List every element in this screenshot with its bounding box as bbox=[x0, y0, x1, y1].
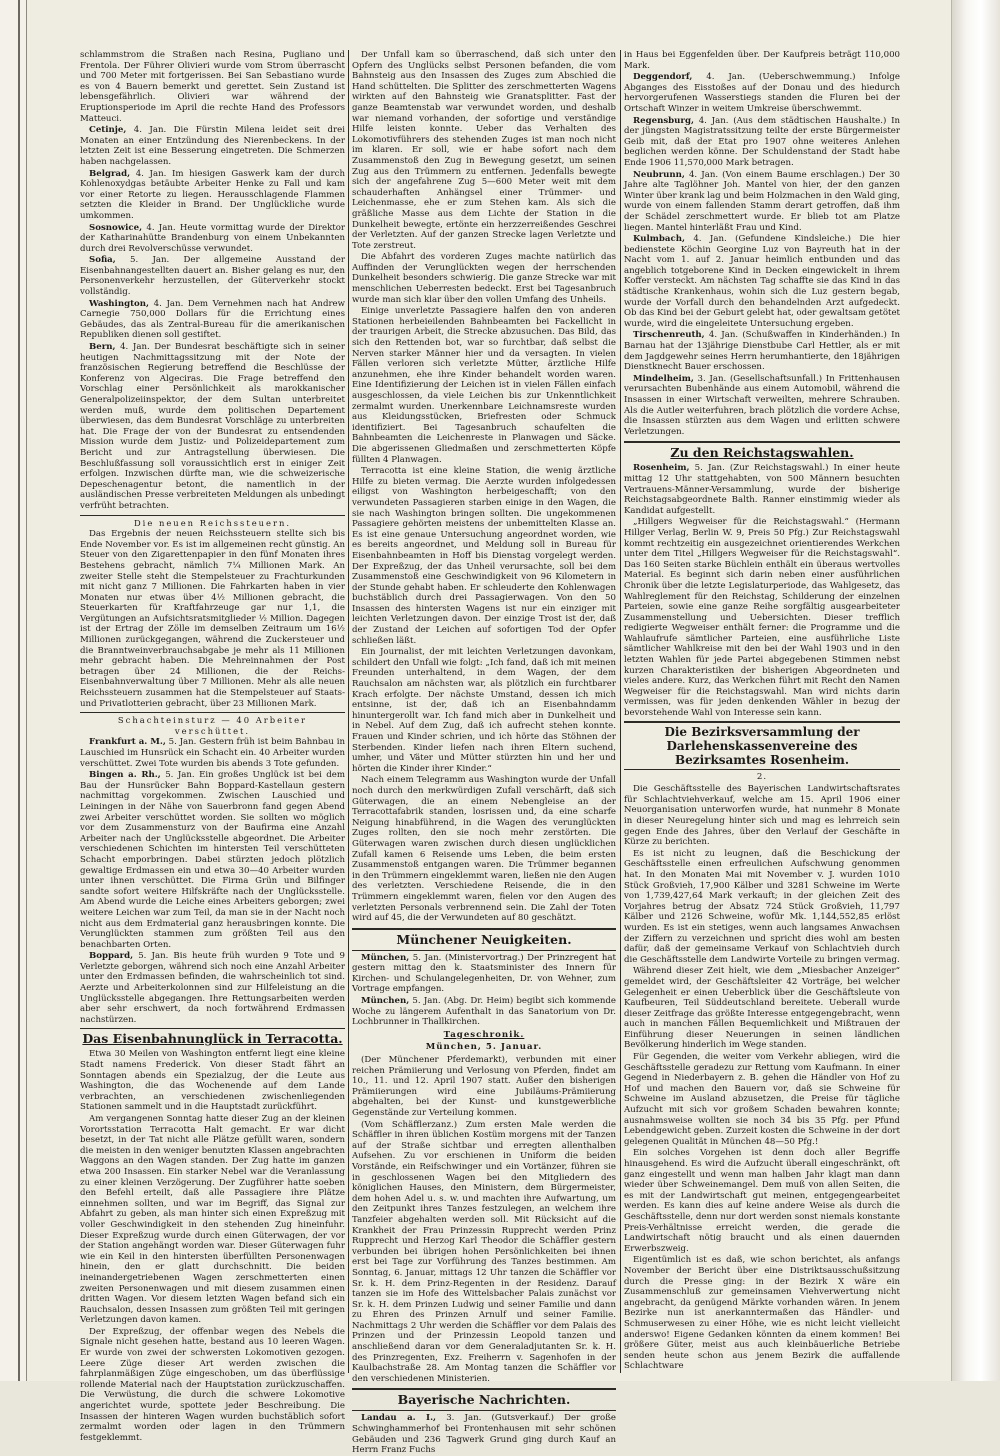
article-text: Die Abfahrt des vorderen Zuges machte natürlich das Auffinden der Verunglückten wegen der herrschenden Dunkelheit besonders schwierig. Die ganze Strecke war mit menschlichen Ueberresten bedeckt. Erst bei Tagesanbruch wurde man sich klar über den vollen Umfang des Unheils. bbox=[352, 252, 616, 305]
article-text: Die Geschäftsstelle des Bayerischen Landwirtschaftsrates für Schlachtviehverkauf, welche am 15. April 1906 einer Neuorganisation unterworfen wurde, hat nunmehr 8 Monate in dieser Neuregelung hinter sich und mag es lehrreich sein gegen Ende des Jahres, über den Verlauf der Geschäfte in Kürze zu berichten. bbox=[624, 784, 900, 848]
column-rule bbox=[348, 50, 349, 1373]
dateline: Regensburg, bbox=[633, 115, 694, 126]
article-text: (Der Münchener Pferdemarkt), verbunden mit einer reichen Prämiierung und Verlosung von Pferden, findet am 10., 11. und 12. April 1907 statt. Außer den bisherigen Prämiierungen wird eine Jubiläums-Prämiierung abgehalten, bei der Kunst- und kunstgewerbliche Gegenstände zur Verteilung kommen. bbox=[352, 1055, 616, 1118]
news-item: Frankfurt a. M., 5. Jan. Gestern früh ist beim Bahnbau in Lauschied im Hunsrück ein Schacht ein. 40 Arbeiter wurden verschüttet. Zwei Tote wurden bis abends 3 Tote gefunden. bbox=[80, 737, 346, 769]
previous-page-edge bbox=[0, 0, 27, 1381]
news-item: Kulmbach, 4. Jan. (Gefundene Kindsleiche.) Die hier bedienstete Köchin Georgine Luz von Bayreuth hat in der Nacht vom 1. auf 2. Januar heimlich entbunden und das angeblich totgeborene Kind in Decken eingewickelt in ihrem Koffer versteckt. Am nächsten Tag schaffte sie das Kind in das städtische Krankenhaus, wohin sich die Luz gestern begab, wurde der Vorfall durch den behandelnden Arzt aufgedeckt. Ob das Kind bei der Geburt gelebt hat, oder gewaltsam getötet wurde, wird die eingeleitete Untersuchung ergeben. bbox=[624, 234, 900, 329]
section-subtitle: Schachteinsturz — 40 Arbeiter verschüttet. bbox=[117, 715, 308, 736]
article-text: Am vergangenen Sonntag hatte dieser Zug an der kleinen Vorortsstation Terracotta Halt gemacht. Er war dicht besetzt, in der Tat nicht alle Plätze gefüllt waren, sondern die meisten in den weniger benutzten Klassen angebrachten Waggons an den Wagen standen. Der Zug hatte im ganzen etwa 200 Insassen. Ein starker Nebel war die Veranlassung zu einer kleinen Verzögerung. Der Zugführer hatte soeben den Befehl erteilt, daß alle Passagiere ihre Plätze einnehmen sollten, und war im Begriff, das Signal zur Abfahrt zu geben, als man hinter sich einen Expreßzug mit voller Geschwindigkeit in den stehenden Zug hineinfuhr. Dieser Expreßzug wurde durch einen Güterwagen, der vor der Station angehängt worden war. Dieser Güterwagen fuhr wie ein Keil in den hintersten überfüllten Personenwagen hinein, den er glatt durchschnitt. Die beiden ineinandergetriebenen Wagen zerschmetterten einen zweiten Personenwagen und mit diesem zusammen einen dritten Wagen. Vor diesem letzten Wagen befand sich ein Rauchsalon, dessen Insassen zum größten Teil mit geringen Verletzungen davon kamen. bbox=[80, 1114, 345, 1326]
article-text: Der Expreßzug, der offenbar wegen des Nebels die Signale nicht gesehen hatte, bestand aus 10 leeren Wagen. Er wurde von zwei der schwersten Lokomotiven gezogen. Leere Züge dieser Art werden zwischen die fahrplanmäßigen Züge eingeschoben, um das überflüssige rollende Material nach der Hauptstation zurückzuschaffen. Die Verwüstung, die durch die schwere Lokomotive angerichtet wurde, spottete jeder Beschreibung. Die Insassen der hinteren Wagen wurden buchstäblich sofort zermalmt worden oder lagen in den Trümmern festgeklemmt. bbox=[80, 1326, 345, 1443]
news-item: Bern, 4. Jan. Der Bundesrat beschäftigte sich in seiner heutigen Nachmittagssitzung mit der Note der französischen Regierung betreffend die Beschlüsse der Konferenz von Algeciras. Die Frage betreffend den Vorschlag einer Persönlichkeit als marokkanischer Generalpolizeiinspektor, der dem Sultan unterbreitet werden muß, wurde dem politischen Departement überwiesen, das dem Bundesrat Vorschläge zu unterbreiten hat. Die Frage der von der Bundesrat zu entsendenden Mission wurde dem Justiz- und Polizeidepartement zum Bericht und zur Antragstellung überwiesen. Die Beschlußfassung soll voraussichtlich erst in einiger Zeit erfolgen. Inzwischen dürfte man, wie die schweizerische Depeschenagentur betont, die namentlich in der ausländischen Presse verbreiteten Meldungen als unbedingt verfrüht betrachten. bbox=[80, 342, 346, 511]
dateline: München, bbox=[361, 996, 410, 1007]
news-item: Belgrad, 4. Jan. Im hiesigen Gaswerk kam der durch Kohlenoxydgas betäubte Arbeiter Henke zu Fall und kam vor einer Retorte zu liegen. Herausschlagende Flammen setzten die Kleider in Brand. Der Unglückliche wurde umkommen. bbox=[80, 168, 346, 221]
news-item: Boppard, 5. Jan. Bis heute früh wurden 9 Tote und 9 Verletzte geborgen, während sich noch eine Anzahl Arbeiter unter den Erdmassen befinden, die wahrscheinlich tot sind. Aerzte und Arbeiterkolonnen sind zur Hilfeleistung an die Unglücksstelle abgegangen. Ihre Rettungsarbeiten werden aber sehr erschwert, da noch fortwährend Erdmassen nachstürzen. bbox=[80, 951, 345, 1025]
news-item: Sofia, 5. Jan. Der allgemeine Ausstand der Eisenbahnangestellten dauert an. Bisher gelang es nur, den Personenverkehr herzustellen, der Güterverkehr stockt vollständig. bbox=[80, 255, 345, 298]
section-rule bbox=[624, 441, 900, 443]
article-text: Während dieser Zeit hielt, wie dem „Miesbacher Anzeiger“ gemeldet wird, der Geschäftsleiter 42 Vorträge, bei welcher Gelegenheit er einen Ueberblick über die Geschäftsleute von Kaufbeuren, Teil Süddeutschland bereitete. Ueberall wurde dieser Zeitfrage das größte Interesse entgegengebracht, wenn auch in manchen Fällen Bequemlichkeit und Mißtrauen der Einführung dieser Neuerungen in seinen ländlichen Bevölkerung hinderlich im Wege standen. bbox=[624, 966, 900, 1051]
article-text: Einige unverletzte Passagiere halfen den von anderen Stationen herbeieilenden Bahnbeamten bei Fackellicht in der traurigen Arbeit, die Strecke abzusuchen. Das Bild, das sich den Rettenden bot, war so furchtbar, daß selbst die Nerven starker Männer hier und da versagten. In vielen Fällen verloren sich verletzte Mütter, ärztliche Hilfe anzunehmen, ehe ihre Kinder behandelt worden waren. Eine Identifizierung der Leichen ist in vielen Fällen einfach ausgeschlossen, da viele Leichen bis zur Unkenntlichkeit zermalmt wurden. Unerkennbare Leichnamsreste wurden aus Kleidungsstücken, Briefresten oder Schmuck identifiziert. Bei Tagesanbruch schaufelten die Bahnbeamten die Leichenreste in Planwagen und Säcke. Die abgerissenen Gliedmaßen und zerschmetterten Köpfe füllten 4 Planwagen. bbox=[352, 306, 616, 465]
article-text: Etwa 30 Meilen von Washington entfernt liegt eine kleine Stadt namens Frederick. Von dieser Stadt fährt an Sonntagen abends ein Spezialzug, der die Leute aus Washington, die das Wochenende auf dem Lande verbrachten, an verschiedenen zwischenliegenden Stationen sammelt und in die Hauptstadt zurückführt. bbox=[80, 1049, 345, 1113]
news-item: Cetinje, 4. Jan. Die Fürstin Milena leidet seit drei Monaten an einer Entzündung des Nierenbeckens. In der letzten Zeit ist eine Besserung eingetreten. Die Schmerzen haben nachgelassen. bbox=[80, 125, 345, 167]
dateline: Washington, bbox=[89, 298, 150, 309]
headline-bayerische-nachrichten: Bayerische Nachrichten. bbox=[397, 1392, 571, 1408]
section-rule bbox=[80, 1028, 345, 1029]
section-rule bbox=[352, 1388, 616, 1390]
dateline: Landau a. I., bbox=[361, 1413, 437, 1424]
dateline: Kulmbach, bbox=[633, 234, 685, 245]
column-3 bbox=[624, 50, 900, 1373]
dateline: Boppard, bbox=[89, 951, 134, 962]
headline-muenchener-neuigkeiten: Münchener Neuigkeiten. bbox=[396, 931, 572, 947]
article-text: schlammstrom die Straßen nach Resina, Pugliano und Frentola. Der Führer Olivieri wurde vom Strom überrascht und 700 Meter mit fortgerissen. Bei San Sebastiano wurde es von 4 Bauern bemerkt und gerettet. Sein Zustand ist lebensgefährlich. Olivieri war während der Eruptionsperiode im April die rechte Hand des Professors Matteuci. bbox=[80, 50, 345, 124]
headline-terracotta: Das Eisenbahnunglück in Terracotta. bbox=[82, 1031, 343, 1047]
article-text: (Vom Schäfflerzanz.) Zum ersten Male werden die Schäffler in ihren üblichen Kostüm morgens mit der Tanzen auf der Straße sichtbar und erregten allenthalben Aufsehen. Zu vor erschienen in Uniform die beiden Vorstände, ein Reifschwinger und ein Vortänzer, führen sie in geschlossenen Wagen bei den Mitgliedern des königlichen Hauses, den Ministern, dem Bürgermeister, dem hohen Adel u. s. w. und machten ihre Aufwartung, um den Zeitpunkt ihres Tanzes festzulegen, an welchem ihre Tanzfeier abgehalten werden soll. Mit Rücksicht auf die Krankheit der Frau Prinzessin Rupprecht werden Prinz Rupprecht und Herzog Karl Theodor die Schäffler gestern verbunden bei übrigen hohen Persönlichkeiten bei ihnen erst bei Tage zur Vorführung des Tanzes bestimmen. Am Sonntag, 6. Januar, mittags 12 Uhr tanzen die Schäffler vor Sr. k. H. dem Prinz-Regenten in der Residenz. Darauf tanzen sie im Hofe des Wittelsbacher Palais zunächst vor Sr. k. H. dem Prinzen Ludwig und seiner Familie und dann zu Ehren des Prinzen Arnulf und seiner Familie. Nachmittags 2 Uhr werden die Schäffler vor dem Palais des Prinzen und der Prinzessin Leopold tanzen und anschließend daran vor dem Generaladjutanten Sr. k. H. des Prinzregenten, Exz. Freiherrn v. Sagenhofen in der Kaulbachstraße 28. Am Montag tanzen die Schäffler vor den verschiedenen Ministerien. bbox=[352, 1119, 616, 1384]
dateline: Belgrad, bbox=[89, 168, 131, 179]
section-dateline: München, 5. Januar. bbox=[425, 1042, 543, 1053]
article-text: Ein solches Vorgehen ist denn doch aller Begriffe hinausgehend. Es wird die Aufzucht überall eingeschränkt, oft ganz eingestellt und wenn man halben Jahr klagt man dann wieder über Schweinemangel. Dem muß von allen Seiten, die es mit der Landwirtschaft gut meinen, entgegengearbeitet werden. Es kann dies auf keine andere Weise als durch die Geschäftsstelle, denn nur dort werden sonst niemals konstante Preis-Verhältnisse erreicht werden, die gerade die Landwirtschaft nötig braucht und als einen dauernden Erwerbszweig. bbox=[624, 1148, 900, 1254]
section-subtitle: Tageschronik. bbox=[443, 1029, 525, 1040]
article-text: Terracotta ist eine kleine Station, die wenig ärztliche Hilfe zu bieten vermag. Die Aerzte wurden infolgedessen eiligst von Washington herbeigeschafft; von den verwundeten Passagieren starben einige in den Wagen, die sie nach Washington bringen sollten. Die ungekommenen Passagiere gehörten meistens der unbemittelten Klasse an. Es ist eine genaue Untersuchung angeordnet worden, wie es bereits angeordnet, und Meldung soll in Bureau für Eisenbahnbeamten in Hoff bis Dienstag vorgelegt werden. Der Expreßzug, der das Unheil verursachte, soll bei dem Zusammenstoß eine Geschwindigkeit von 96 Kilometern in der Stunde gehabt haben. Er schleuderte den Kohlenwagen buchstäblich durch drei Passagierwagen. Von den 50 Insassen des hintersten Wagens ist nur ein einziger mit leichten Verletzungen davon. Der einzige Trost ist der, daß der Zustand der Leichen auf sofortigen Tod der Opfer schließen läßt. bbox=[352, 466, 616, 646]
section-rule bbox=[80, 712, 345, 713]
article-text: Das Ergebnis der neuen Reichssteuern stellte sich bis Ende November vor. Es ist im allgemeinen recht günstig. An Steuer von den Zigarettenpapier in den fünf Monaten ihres Bestehens gebracht, nämlich 7¼ Millionen Mark. An zweiter Stelle steht die Stempelsteuer zu Frachturkunden mit nicht ganz 7 Millionen. Die Fahrkarten haben in vier Monaten nur etwas über 4½ Millionen gebracht, die Steuerkarten für Kraftfahrzeuge gar nur 1,1, die Vergütungen an Aufsichtsratsmitglieder ½ Million. Dagegen ist der Ertrag der Zölle im demselben Zeitraum um 16½ Millionen zurückgegangen, während die Zuckersteuer und die Branntweinverbrauchsabgabe je mehr als 11 Millionen mehr gebracht haben. Die Mehreinnahmen der Post betragen über 24 Millionen, die der Reichs-Eisenbahnverwaltung über 7 Millionen. Mehr als alle neuen Reichssteuern zusammen hat die Stempelsteuer auf Staats- und Privatlotterien gebracht, über 23 Millionen Mark. bbox=[80, 529, 345, 709]
article-text: Für Gegenden, die weiter vom Verkehr abliegen, wird die Geschäftsstelle geradezu zur Rettung vom Kaufmann. In einer Gegend in Niederbayern z. B. gehen die Händler von Hof zu Hof und machen den Bauern vor, daß sie Schweine für Schweine im Ausland abzusetzen, die Preise für tägliche Aufzucht mit sich vor großem Schaden bewahren konnte; ausnahmsweise wollten sie noch 34 bis 35 Pfg. per Pfund Lebendgewicht geben. Zurzeit kosten die Schweine in der dort gelegenen Qualität in München 48—50 Pfg.! bbox=[624, 1052, 900, 1147]
news-item: Mindelheim, 3. Jan. (Gesellschaftsunfall.) In Frittenhausen verursachten Bubenhände aus einem Automobil, während die Insassen in einer Wirtschaft verweilten, mehrere Schrauben. Als die Autler weiterfuhren, brach plötzlich die vordere Achse, die Insassen stürzten aus dem Wagen und erlitten schwere Verletzungen. bbox=[624, 373, 901, 437]
news-item: Deggendorf, 4. Jan. (Ueberschwemmung.) Infolge Abganges des Eisstoßes auf der Donau und des hiedurch hervorgerufenen Wasserstiegs standen die Fluren bei der Ortschaft Winzer in weitem Umkreise überschwemmt. bbox=[624, 72, 900, 114]
dateline: Bingen a. Rh., bbox=[89, 770, 161, 781]
section-subtitle: Die neuen Reichssteuern. bbox=[133, 517, 292, 528]
article-text: Es ist nicht zu leugnen, daß die Beschickung der Geschäftsstelle einen erfreulichen Aufschwung genommen hat. In den Monaten Mai mit November v. J. wurden 1010 Stück Großvieh, 17,900 Kälber und 3281 Schweine im Werte von 1,739,427,64 Mark verkauft; in der gleichen Zeit des Vorjahres betrug der Absatz 724 Stück Großvieh, 11,797 Kälber und 2126 Schweine, wofür Mk. 1,144,552,85 erlöst wurden. Es ist ein stetiges, wenn auch langsames Anwachsen der Ziffern zu verzeichnen und spricht dies wohl am besten dafür, daß der gemeinsame Verkauf von Schlachtvieh durch die Geschäftsstelle dem Landwirte Vorteile zu bringen vermag. bbox=[624, 848, 900, 965]
dateline: Cetinje, bbox=[89, 125, 127, 136]
dateline: Deggendorf, bbox=[633, 72, 693, 83]
headline-bezirksversammlung: Die Bezirksversammlung der Darlehenskassenvereine des Bezirksamtes Rosenheim. bbox=[624, 721, 900, 770]
dateline: München, bbox=[361, 952, 410, 963]
article-text: Der Unfall kam so überraschend, daß sich unter den Opfern des Unglücks selbst Personen befanden, die vom Bahnsteig aus den Insassen des Zuges zum Abschied die Hand schüttelten. Die Splitter des zerschmetterten Wagens wirkten auf den Bahnsteig wie Granatsplitter. Fast der ganze Beamtenstab war verwundet worden, und deshalb war niemand vorhanden, der sofortige und verständige Hilfe leisten konnte. Ueber das Verhalten des Lokomotivführers des stehenden Zuges ist man noch nicht im klaren. Er soll, wie er habe sofort nach dem Zusammenstoß den Zug in Bewegung gesetzt, um seinen Zug aus den Trümmern zu entfernen. Jedenfalls bewegte sich der angefahrene Zug 5—600 Meter weit mit dem schauderhaften Anhängsel einer Trümmer- und Leichenmasse, ehe er zum Stehen kam. Als sich die gräßliche Masse aus dem Lichte der Station in die Dunkelheit bewegte, ertönte ein herzzerreißendes Geschrei der Verletzten. Auf der ganzen Strecke lagen Verletzte und Tote zerstreut. bbox=[352, 50, 616, 251]
news-item: München, 5. Jan. (Abg. Dr. Heim) begibt sich kommende Woche zu längerem Aufenthalt in das Sanatorium von Dr. Lochbrunner in Thallkirchen. bbox=[352, 996, 617, 1028]
page-fold-margin bbox=[951, 0, 1000, 1381]
news-item: Sosnowice, 4. Jan. Heute vormittag wurde der Direktor der Katharinahütte Brandenburg von einem Unbekannten durch drei Revolverschüsse verwundet. bbox=[80, 222, 346, 254]
dateline: Mindelheim, bbox=[633, 373, 694, 384]
dateline: Rosenheim, bbox=[633, 463, 690, 474]
column-2 bbox=[352, 50, 617, 1456]
dateline: Neubrunn, bbox=[633, 169, 685, 180]
dateline: Sofia, bbox=[89, 255, 116, 266]
article-text: „Hillgers Wegweiser für die Reichstagswahl.“ (Hermann Hillger Verlag, Berlin W. 9, Preis 50 Pfg.) Zur Reichstagswahl kommt rechtzeitig ein ausgezeichnet orientierendes Werkchen unter dem Titel „Hillgers Wegweiser für die Reichstagswahl“. Das 160 Seiten starke Büchlein enthält ein überaus wertvolles Material. Es beginnt sich darin neben einer ausführlichen Chronik über die letzte Legislaturperiode, das Wahlgesetz, das Wahlreglement für den Reichstag, Schilderung der einzelnen Parteien, sowie eine ganze Reihe sorgfältig ausgearbeiteter Zusammenstellung und Uebersichten. Dieser trefflich redigierte Wegweiser enthält ferner: die Programme und die Wahlaufrufe sämtlicher Parteien, eine ausführliche Liste sämtlicher Wahlkreise mit den bei der Wahl 1903 und in den letzten Wahlen für jede Partei abgegebenen Stimmen nebst kurzen Charakteristiken der bisherigen Abgeordneten und vieles andere. Kurz, das Werkchen führt mit Recht den Namen Wegweiser für die Reichstagswahl. Man wird nichts darin vermissen, was für jeden denkenden Wähler in bezug der bevorstehende Wahl von Interesse sein kann. bbox=[624, 517, 900, 719]
part-number: 2. bbox=[756, 771, 768, 782]
section-rule bbox=[80, 515, 345, 516]
news-item: Landau a. I., 3. Jan. (Gutsverkauf.) Der große Schwinghammerhof bei Frontenhausen mit sehr schönen Gebäuden und 236 Tagwerk Grund ging durch Kauf an Herrn Franz Fuchs bbox=[352, 1413, 617, 1456]
dateline: Sosnowice, bbox=[89, 222, 143, 233]
headline-reichstagswahlen: Zu den Reichstagswahlen. bbox=[670, 445, 854, 461]
article-text: Nach einem Telegramm aus Washington wurde der Unfall noch durch den merkwürdigen Zufall verschärft, daß sich Güterwagen, die an einem Nebengleise an der Terracottafabrik standen, losrissen und, da eine scharfe Neigung hinabführend, in die Wagen des verunglückten Zuges rollten, den sie noch mehr zerstörten. Die Güterwagen waren zwischen durch diesen unglücklichen Zufall kamen 6 Reisende ums Leben, die beim ersten Zusammenstoß entgangen waren. Die Trümmer begannen in den Trümmern eingeklemmt waren, ließen nie den Augen des verletzten. Verschiedene Reisende, die in den Trümmern eingeklemmt waren, fielen vor den Augen des verletzten Personals verbrennend sein. Die Zahl der Toten wird auf 45, die der Verwundeten auf 80 geschätzt. bbox=[352, 775, 616, 924]
dateline: Bern, bbox=[89, 342, 116, 353]
news-item: Regensburg, 4. Jan. (Aus dem städtischen Haushalte.) In der jüngsten Magistratssitzung teilte der erste Bürgermeister Geib mit, daß der Etat pro 1907 ohne weiteres Anlehen beglichen werden könne. Der Schuldenstand der Stadt habe Ende 1906 11,570,000 Mark betragen. bbox=[624, 115, 901, 168]
column-1 bbox=[80, 50, 346, 1443]
dateline: Tirschenreuth, bbox=[633, 330, 705, 341]
section-rule bbox=[352, 950, 616, 951]
news-item: Rosenheim, 5. Jan. (Zur Reichstagswahl.) In einer heute mittag 12 Uhr stattgehabten, von 500 Männern besuchten Vertrauens-Männer-Versammlung, wurde der bisherige Reichstagsabgeordnete Balth. Ranner einstimmig wieder als Kandidat aufgestellt. bbox=[624, 463, 901, 516]
news-item: Neubrunn, 4. Jan. (Von einem Baume erschlagen.) Der 30 Jahre alte Taglöhner Joh. Mantel von hier, der den ganzen Winter über krank lag und beim Holzmachen in den Wald ging, wurde von einem fallenden Stamm derart getroffen, daß ihm der Schädel zerschmettert wurde. Er blieb tot am Platze liegen. Mantel hinterläßt Frau und Kind. bbox=[624, 169, 901, 233]
article-text: Eigentümlich ist es daß, wie schon berichtet, als anfangs November der Bericht über eine Distriktsausschußsitzung durch die Presse ging: in der Bezirk X wäre ein Zusammenschluß zur gemeinsamen Viehverwertung nicht angebracht, da genügend Märkte vorhanden wären. In jenem Bezirke nun ist anerkanntermaßen das Händler- und Schmuserwesen zu einer Höhe, wie es nicht leicht vielleicht anderswo! Eigene Gedanken könnten da einem kommen! Bei größere Güter, meist aus auch kleinbäuerliche Betriebe senden heute schon aus jenem Bezirk die auffallende Schlachtware bbox=[624, 1255, 900, 1372]
section-rule bbox=[352, 928, 616, 930]
news-item: Bingen a. Rh., 5. Jan. Ein großes Unglück ist bei dem Bau der Hunsrücker Bahn Boppard-Kastellaun gestern nachmittag vorgekommen. Zwischen Lauschied und Leiningen in der Nähe von Sauerbronn fand gegen Abend zwei Arbeiter verschüttet worden. Sie sollten wo möglich vor dem Zusammensturz von der Baufirma eine Anzahl Arbeiter nach der Unglücksstelle abgeordnet. Die Arbeiter verschiedenen Schichten im hintersten Teil verschütteten Schacht emporbringen. Dabei stürzten jedoch plötzlich gewaltige Erdmassen ein und etwa 30—40 Arbeiter wurden unter ihnen verschüttet. Die Firma Grün und Bilfinger sandte sofort weitere Hilfskräfte nach der Unglücksstelle. Am Abend wurde die Leiche eines Arbeiters geborgen; zwei weitere Leichen war zum Teil, da man sie in der Nacht noch nicht aus dem Erdmaterial ganz herausbringen konnte. Die Verunglückten stammen zum größten Teil aus den benachbarten Orten. bbox=[80, 770, 346, 950]
article-text: Ein Journalist, der mit leichten Verletzungen davonkam, schildert den Unfall wie folgt: „Ich fand, daß ich mit meinen Freunden unterhaltend, in dem Wagen, der dem Rauchsalon am nächsten war, als plötzlich ein furchtbarer Krach erfolgte. Der nächste Umstand, dessen ich mich entsinne, ist der, daß ich an Eisenbahndamm hinuntergerollt war. Ich fand mich aber in Dunkelheit und in Nebel. Auf dem Zug, daß ich aufrecht stehen konnte. Frauen und Kinder schrien, und ich hörte das Stöhnen der Sterbenden. Kinder liefen nach ihren Eltern suchend, umher, und Väter und Mütter stürzten hin und her und hörten die Kinder ihrer Kinder.“ bbox=[352, 647, 616, 774]
dateline: Frankfurt a. M., bbox=[89, 737, 166, 748]
news-item: Tirschenreuth, 4. Jan. (Schußwaffen in Kinderhänden.) In Barnau hat der 13jährige Dienstbube Carl Hettler, als er mit dem Jagdgewehr seines Herrn herumhantierte, den 18jährigen Dienstknecht Bauer erschossen. bbox=[624, 330, 900, 373]
section-rule bbox=[352, 1410, 616, 1411]
column-rule bbox=[620, 50, 621, 1373]
news-item: München, 5. Jan. (Ministervortrag.) Der Prinzregent hat gestern mittag den k. Staatsminister des Innern für Kirchen- und Schulangelegenheiten, Dr. von Wehner, zum Vortrage empfangen. bbox=[352, 952, 616, 995]
article-text: in Haus bei Eggenfelden über. Der Kaufpreis beträgt 110,000 Mark. bbox=[624, 50, 900, 71]
news-item: Washington, 4. Jan. Dem Vernehmen nach hat Andrew Carnegie 750,000 Dollars für die Errichtung eines Gebäudes, das als Zentral-Bureau für die amerikanischen Republiken dienen soll gestiftet. bbox=[80, 298, 345, 341]
